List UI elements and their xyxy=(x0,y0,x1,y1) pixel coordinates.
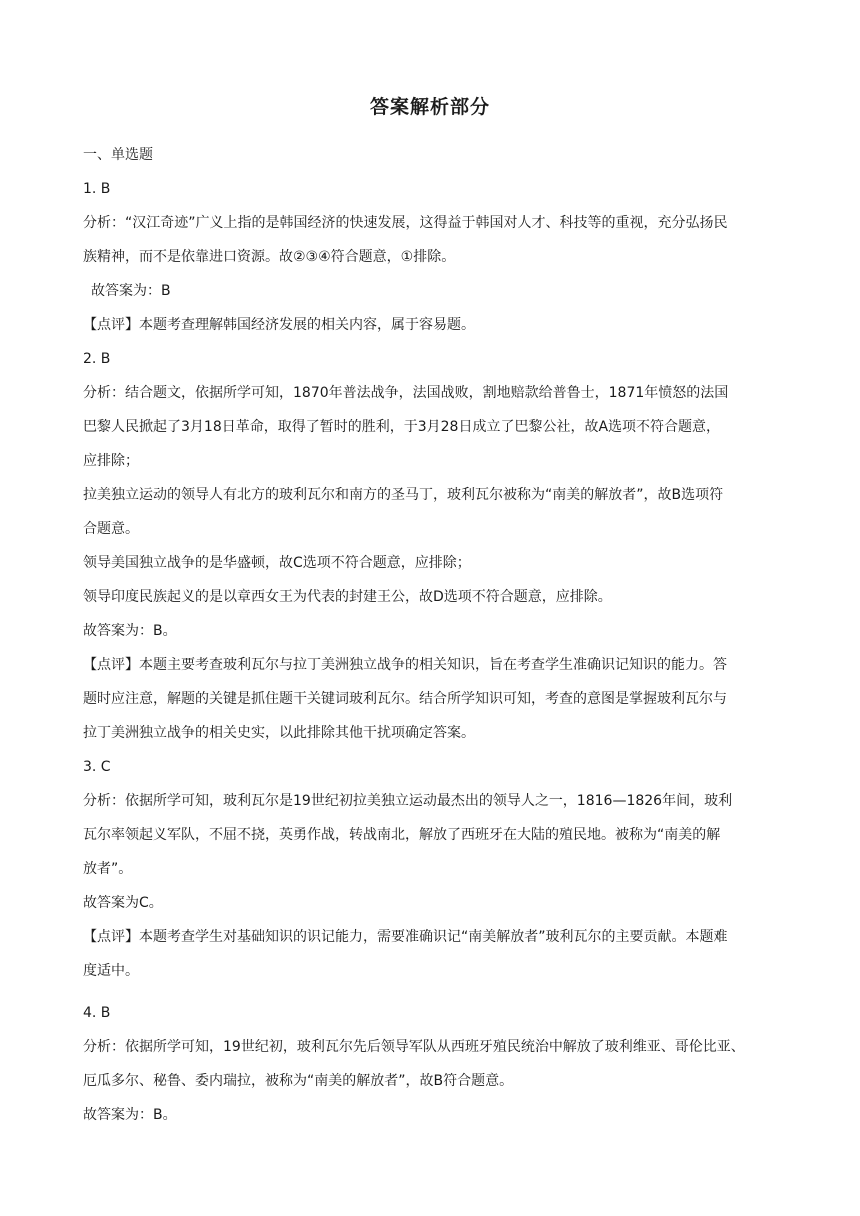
comment-line: 题时应注意，解题的关键是抓住题干关键词玻利瓦尔。结合所学知识可知，考查的意图是掌握玻利瓦尔与 xyxy=(83,691,727,707)
analysis-line: 分析：结合题文，依据所学可知，1870年普法战争，法国战败，割地赔款给普鲁士，1871年愤怒的法国 xyxy=(83,385,729,401)
comment-line: 度适中。 xyxy=(83,963,139,979)
analysis-line: 瓦尔率领起义军队，不屈不挠，英勇作战，转战南北，解放了西班牙在大陆的殖民地。被称为“南美的解 xyxy=(83,827,721,843)
answer-line: 故答案为：B xyxy=(91,283,171,299)
question-number: 1. B xyxy=(83,181,111,197)
analysis-line: 领导美国独立战争的是华盛顿，故C选项不符合题意，应排除； xyxy=(83,555,471,571)
comment-line: 拉丁美洲独立战争的相关史实，以此排除其他干扰项确定答案。 xyxy=(83,725,475,741)
analysis-line: 巴黎人民掀起了3月18日革命，取得了暂时的胜利，于3月28日成立了巴黎公社，故A选项不符合题意， xyxy=(83,419,721,435)
page-title: 答案解析部分 xyxy=(369,96,490,118)
answer-content xyxy=(83,142,783,1132)
comment-line: 【点评】本题考查理解韩国经济发展的相关内容，属于容易题。 xyxy=(83,317,475,333)
analysis-line: 分析：依据所学可知，19世纪初，玻利瓦尔先后领导军队从西班牙殖民统治中解放了玻利维亚、哥伦比亚、 xyxy=(83,1039,745,1055)
comment-line: 【点评】本题主要考查玻利瓦尔与拉丁美洲独立战争的相关知识，旨在考查学生准确识记知识的能力。答 xyxy=(83,657,727,673)
analysis-line: 合题意。 xyxy=(83,521,139,537)
answer-line: 故答案为：B。 xyxy=(83,623,177,639)
answer-line: 故答案为：B。 xyxy=(83,1107,177,1123)
question-number: 2. B xyxy=(83,351,111,367)
section-heading: 一、单选题 xyxy=(83,147,153,163)
question-number: 4. B xyxy=(83,1005,111,1021)
question-number: 3. C xyxy=(83,759,111,775)
answer-line: 故答案为C。 xyxy=(83,895,163,911)
analysis-line: 放者”。 xyxy=(83,861,133,877)
analysis-line: 分析：“汉江奇迹”广义上指的是韩国经济的快速发展，这得益于韩国对人才、科技等的重视，充分弘扬民 xyxy=(83,215,728,231)
analysis-line: 领导印度民族起义的是以章西女王为代表的封建王公，故D选项不符合题意，应排除。 xyxy=(83,589,612,605)
comment-line: 【点评】本题考查学生对基础知识的识记能力，需要准确识记“南美解放者”玻利瓦尔的主要贡献。本题难 xyxy=(83,929,728,945)
analysis-line: 分析：依据所学可知，玻利瓦尔是19世纪初拉美独立运动最杰出的领导人之一，1816—1826年间，玻利 xyxy=(83,793,733,809)
analysis-line: 厄瓜多尔、秘鲁、委内瑞拉，被称为“南美的解放者”，故B符合题意。 xyxy=(83,1073,514,1089)
analysis-line: 应排除； xyxy=(83,453,139,469)
analysis-line: 拉美独立运动的领导人有北方的玻利瓦尔和南方的圣马丁，玻利瓦尔被称为“南美的解放者”，故B选项符 xyxy=(83,487,724,503)
analysis-line: 族精神，而不是依靠进口资源。故②③④符合题意，①排除。 xyxy=(83,249,456,265)
